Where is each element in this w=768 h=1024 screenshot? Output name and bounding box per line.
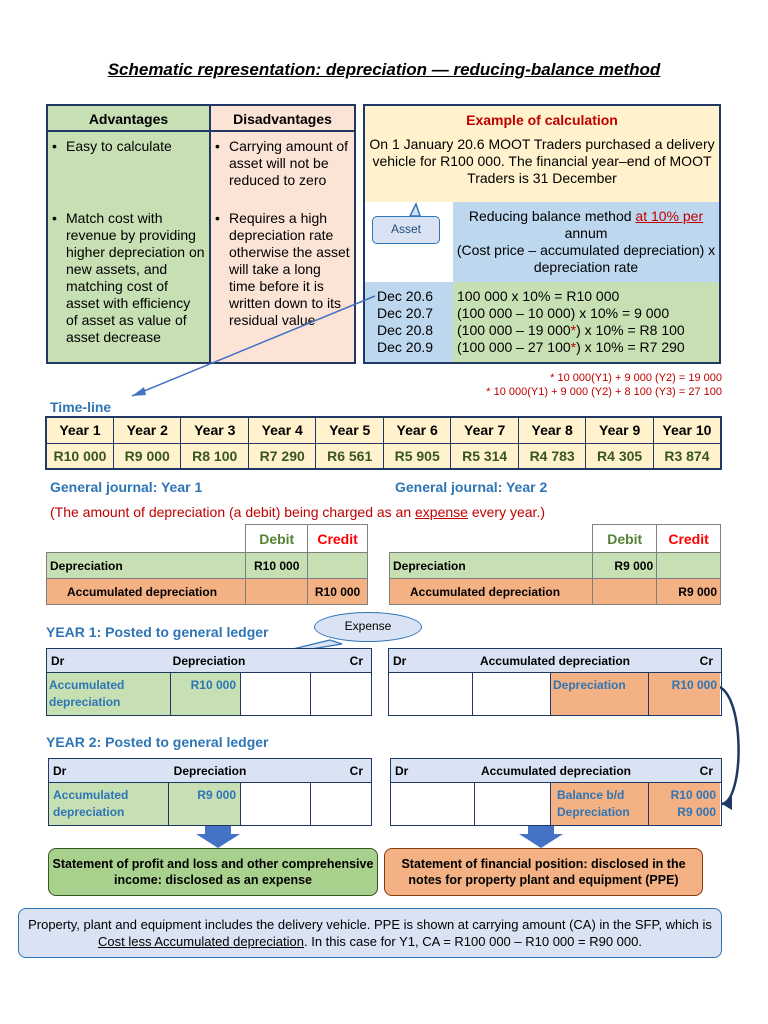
note-line: * 10 000(Y1) + 9 000 (Y2) = 19 000 [550, 372, 722, 384]
calc-line: 100 000 x 10% = R10 000 [457, 288, 620, 304]
disadvantage-item: • Requires a high depreciation rate otherwise the asset will take a long time before it is written down to its residual value [215, 210, 350, 329]
year-cell: Year 7 [451, 417, 518, 443]
statement-profit-loss: Statement of profit and loss and other comprehensive income: disclosed as an expense [48, 848, 378, 896]
statement-financial-position: Statement of financial position: disclosed in the notes for property plant and equipment (PPE) [384, 848, 703, 896]
ledger-entry: Depreciation [551, 673, 649, 715]
asset-bubble-tail [410, 204, 420, 216]
disadvantages-heading: Disadvantages [211, 106, 354, 132]
calc-line: (100 000 – 10 000) x 10% = 9 000 [457, 305, 670, 321]
year-cell: Year 10 [653, 417, 721, 443]
value-cell: R4 305 [586, 443, 653, 469]
journal-row: Depreciation R9 000 [390, 553, 721, 579]
year-cell: Year 6 [383, 417, 450, 443]
credit-header: Credit [657, 525, 721, 553]
ledger-y1-accumulated: Dr Accumulated depreciation Cr Depreciation R10 000 [388, 648, 722, 716]
journal-row: Accumulated depreciation R10 000 [47, 579, 368, 605]
timeline-years-row [46, 417, 721, 443]
timeline-arrow [132, 296, 375, 396]
ledger-y2-depreciation: Dr Depreciation Cr Accumulated depreciation R9 000 [48, 758, 372, 826]
value-cell: R3 874 [653, 443, 721, 469]
value-cell: R8 100 [181, 443, 248, 469]
ledger-amount: R10 000 R9 000 [649, 783, 720, 825]
ledger-entry: Balance b/d Depreciation [551, 783, 649, 825]
credit-header: Credit [308, 525, 368, 553]
ledger-y2-heading: YEAR 2: Posted to general ledger [46, 734, 269, 750]
date-item: Dec 20.8 [377, 322, 434, 338]
debit-header: Debit [246, 525, 308, 553]
ledger-y1-heading: YEAR 1: Posted to general ledger [46, 624, 269, 640]
value-cell: R9 000 [114, 443, 181, 469]
value-cell: R7 290 [248, 443, 315, 469]
journal-y2-heading: General journal: Year 2 [395, 479, 548, 495]
ledger-account-name: Accumulated depreciation [480, 764, 632, 778]
value-cell: R5 314 [451, 443, 518, 469]
calc-line: (100 000 – 27 100*) x 10% = R7 290 [457, 339, 685, 355]
down-arrow-left [196, 826, 240, 848]
journal-y2-table [389, 524, 721, 605]
advantage-item: • Easy to calculate [52, 138, 205, 155]
example-text: On 1 January 20.6 MOOT Traders purchased a delivery vehicle for R100 000. The financial year–end of MOOT Traders is 31 December [369, 136, 715, 186]
journal-y1-heading: General journal: Year 1 [50, 479, 203, 495]
timeline-arrowhead [132, 387, 146, 396]
value-cell: R6 561 [316, 443, 383, 469]
calc-line: (100 000 – 19 000*) x 10% = R8 100 [457, 322, 685, 338]
year-cell: Year 2 [114, 417, 181, 443]
year-cell: Year 8 [518, 417, 585, 443]
asset-bubble: Asset [372, 216, 440, 244]
expense-bubble: Expense [314, 612, 422, 642]
ppe-note: Property, plant and equipment includes the delivery vehicle. PPE is shown at carrying amount (CA) in the SFP, which is Cost less Accumulated depreciation. In this case for Y1, CA = R100 000 – R10 000 = R90 000. [18, 908, 722, 958]
timeline-values-row [46, 443, 721, 469]
timeline-label: Time-line [50, 399, 112, 415]
advantages-heading: Advantages [48, 106, 209, 132]
date-item: Dec 20.6 [377, 288, 434, 304]
date-item: Dec 20.7 [377, 305, 434, 321]
debit-header: Debit [593, 525, 657, 553]
ledger-entry: Accumulated depreciation [47, 673, 171, 715]
note-line: * 10 000(Y1) + 9 000 (Y2) + 8 100 (Y3) = 27 100 [486, 386, 722, 398]
journal-note: (The amount of depreciation (a debit) being charged as an expense every year.) [50, 504, 545, 520]
method-annum: annum [564, 225, 608, 241]
value-cell: R10 000 [46, 443, 114, 469]
method-text: Reducing balance method [468, 208, 636, 224]
ledger-entry: Accumulated depreciation [49, 783, 169, 825]
journal-y1-table [46, 524, 368, 605]
example-heading: Example of calculation [466, 112, 618, 128]
ledger-y1-depreciation: Dr Depreciation Cr Accumulated depreciation R10 000 [46, 648, 372, 716]
timeline-table [45, 416, 722, 470]
ledger-y2-accumulated: Dr Accumulated depreciation Cr Balance b/d Depreciation R10 000 R9 000 [390, 758, 722, 826]
year-cell: Year 4 [248, 417, 315, 443]
ledger-account-name: Accumulated depreciation [479, 654, 631, 668]
ledger-account-name: Depreciation [172, 654, 246, 668]
year-cell: Year 1 [46, 417, 114, 443]
value-cell: R5 905 [383, 443, 450, 469]
journal-row: Accumulated depreciation R9 000 [390, 579, 721, 605]
value-cell: R4 783 [518, 443, 585, 469]
method-rate: at 10% per [635, 208, 704, 224]
ledger-amount: R9 000 [169, 783, 241, 825]
balance-arrowhead [722, 796, 732, 810]
year-cell: Year 5 [316, 417, 383, 443]
ledger-amount: R10 000 [649, 673, 720, 715]
year-cell: Year 3 [181, 417, 248, 443]
journal-row: Depreciation R10 000 [47, 553, 368, 579]
disadvantage-item: • Carrying amount of asset will not be reduced to zero [215, 138, 350, 189]
ledger-amount: R10 000 [171, 673, 241, 715]
date-item: Dec 20.9 [377, 339, 434, 355]
down-arrow-right [519, 826, 563, 848]
page-title: Schematic representation: depreciation — reducing-balance method [107, 60, 661, 79]
advantage-item: • Match cost with revenue by providing higher depreciation on new assets, and matching cost of asset with efficiency of asset as value of asset decrease [52, 210, 205, 346]
method-formula: (Cost price – accumulated depreciation) x depreciation rate [456, 242, 716, 275]
year-cell: Year 9 [586, 417, 653, 443]
ledger-account-name: Depreciation [173, 764, 247, 778]
